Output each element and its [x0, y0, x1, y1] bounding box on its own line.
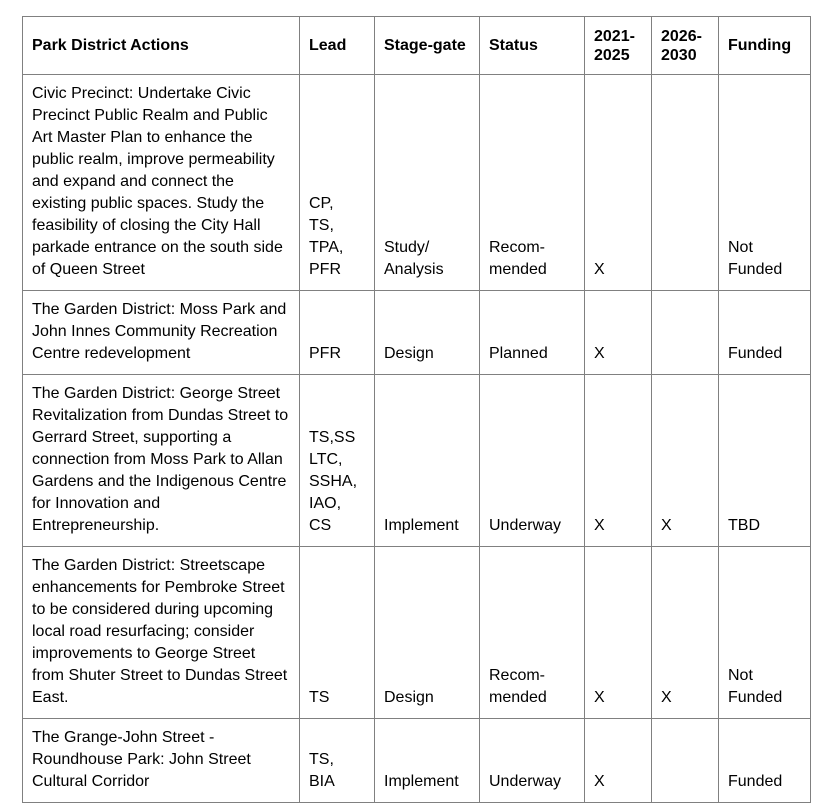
status-cell: Planned [480, 291, 585, 375]
status-cell: Underway [480, 719, 585, 803]
header-row [23, 17, 811, 75]
funding-cell: Not Funded [719, 75, 811, 291]
action-cell: The Garden District: George Street Revitalization from Dundas Street to Gerrard Street, supporting a connection from Moss Park to Allan Gardens and the Indigenous Centre for Innovation and Entrepreneurship. [23, 375, 300, 547]
period-2021-2025-cell: X [585, 719, 652, 803]
park-district-actions-table [22, 16, 811, 803]
header-funding: Funding [719, 17, 811, 75]
stage-gate-cell: Implement [375, 375, 480, 547]
funding-cell: TBD [719, 375, 811, 547]
stage-gate-cell: Study/ Analysis [375, 75, 480, 291]
table-row [23, 719, 811, 803]
stage-gate-cell: Design [375, 547, 480, 719]
period-2026-2030-cell: X [652, 547, 719, 719]
action-cell: The Garden District: Streetscape enhancements for Pembroke Street to be considered during upcoming local road resurfacing; consider improvements to George Street from Shuter Street to Dundas Street East. [23, 547, 300, 719]
period-2021-2025-cell: X [585, 547, 652, 719]
status-cell: Recom- mended [480, 75, 585, 291]
table-body [23, 75, 811, 803]
period-2026-2030-cell [652, 291, 719, 375]
lead-cell: TS,SS LTC, SSHA, IAO, CS [300, 375, 375, 547]
period-2026-2030-cell [652, 719, 719, 803]
table-header [23, 17, 811, 75]
action-cell: The Grange-John Street - Roundhouse Park: John Street Cultural Corridor [23, 719, 300, 803]
period-2026-2030-cell: X [652, 375, 719, 547]
funding-cell: Funded [719, 719, 811, 803]
header-action: Park District Actions [23, 17, 300, 75]
funding-cell: Not Funded [719, 547, 811, 719]
action-cell: Civic Precinct: Undertake Civic Precinct Public Realm and Public Art Master Plan to enhance the public realm, improve permeability and expand and connect the existing public spaces. Study the feasibility of closing the City Hall parkade entrance on the south side of Queen Street [23, 75, 300, 291]
status-cell: Underway [480, 375, 585, 547]
header-2026-2030: 2026- 2030 [652, 17, 719, 75]
stage-gate-cell: Implement [375, 719, 480, 803]
lead-cell: TS, BIA [300, 719, 375, 803]
lead-cell: PFR [300, 291, 375, 375]
lead-cell: CP, TS, TPA, PFR [300, 75, 375, 291]
status-cell: Recom- mended [480, 547, 585, 719]
stage-gate-cell: Design [375, 291, 480, 375]
table-row [23, 291, 811, 375]
period-2021-2025-cell: X [585, 291, 652, 375]
period-2021-2025-cell: X [585, 375, 652, 547]
table-row [23, 75, 811, 291]
action-cell: The Garden District: Moss Park and John Innes Community Recreation Centre redevelopment [23, 291, 300, 375]
header-status: Status [480, 17, 585, 75]
funding-cell: Funded [719, 291, 811, 375]
table-row [23, 547, 811, 719]
period-2026-2030-cell [652, 75, 719, 291]
header-2021-2025: 2021- 2025 [585, 17, 652, 75]
header-lead: Lead [300, 17, 375, 75]
period-2021-2025-cell: X [585, 75, 652, 291]
header-stage-gate: Stage-gate [375, 17, 480, 75]
table-row [23, 375, 811, 547]
lead-cell: TS [300, 547, 375, 719]
